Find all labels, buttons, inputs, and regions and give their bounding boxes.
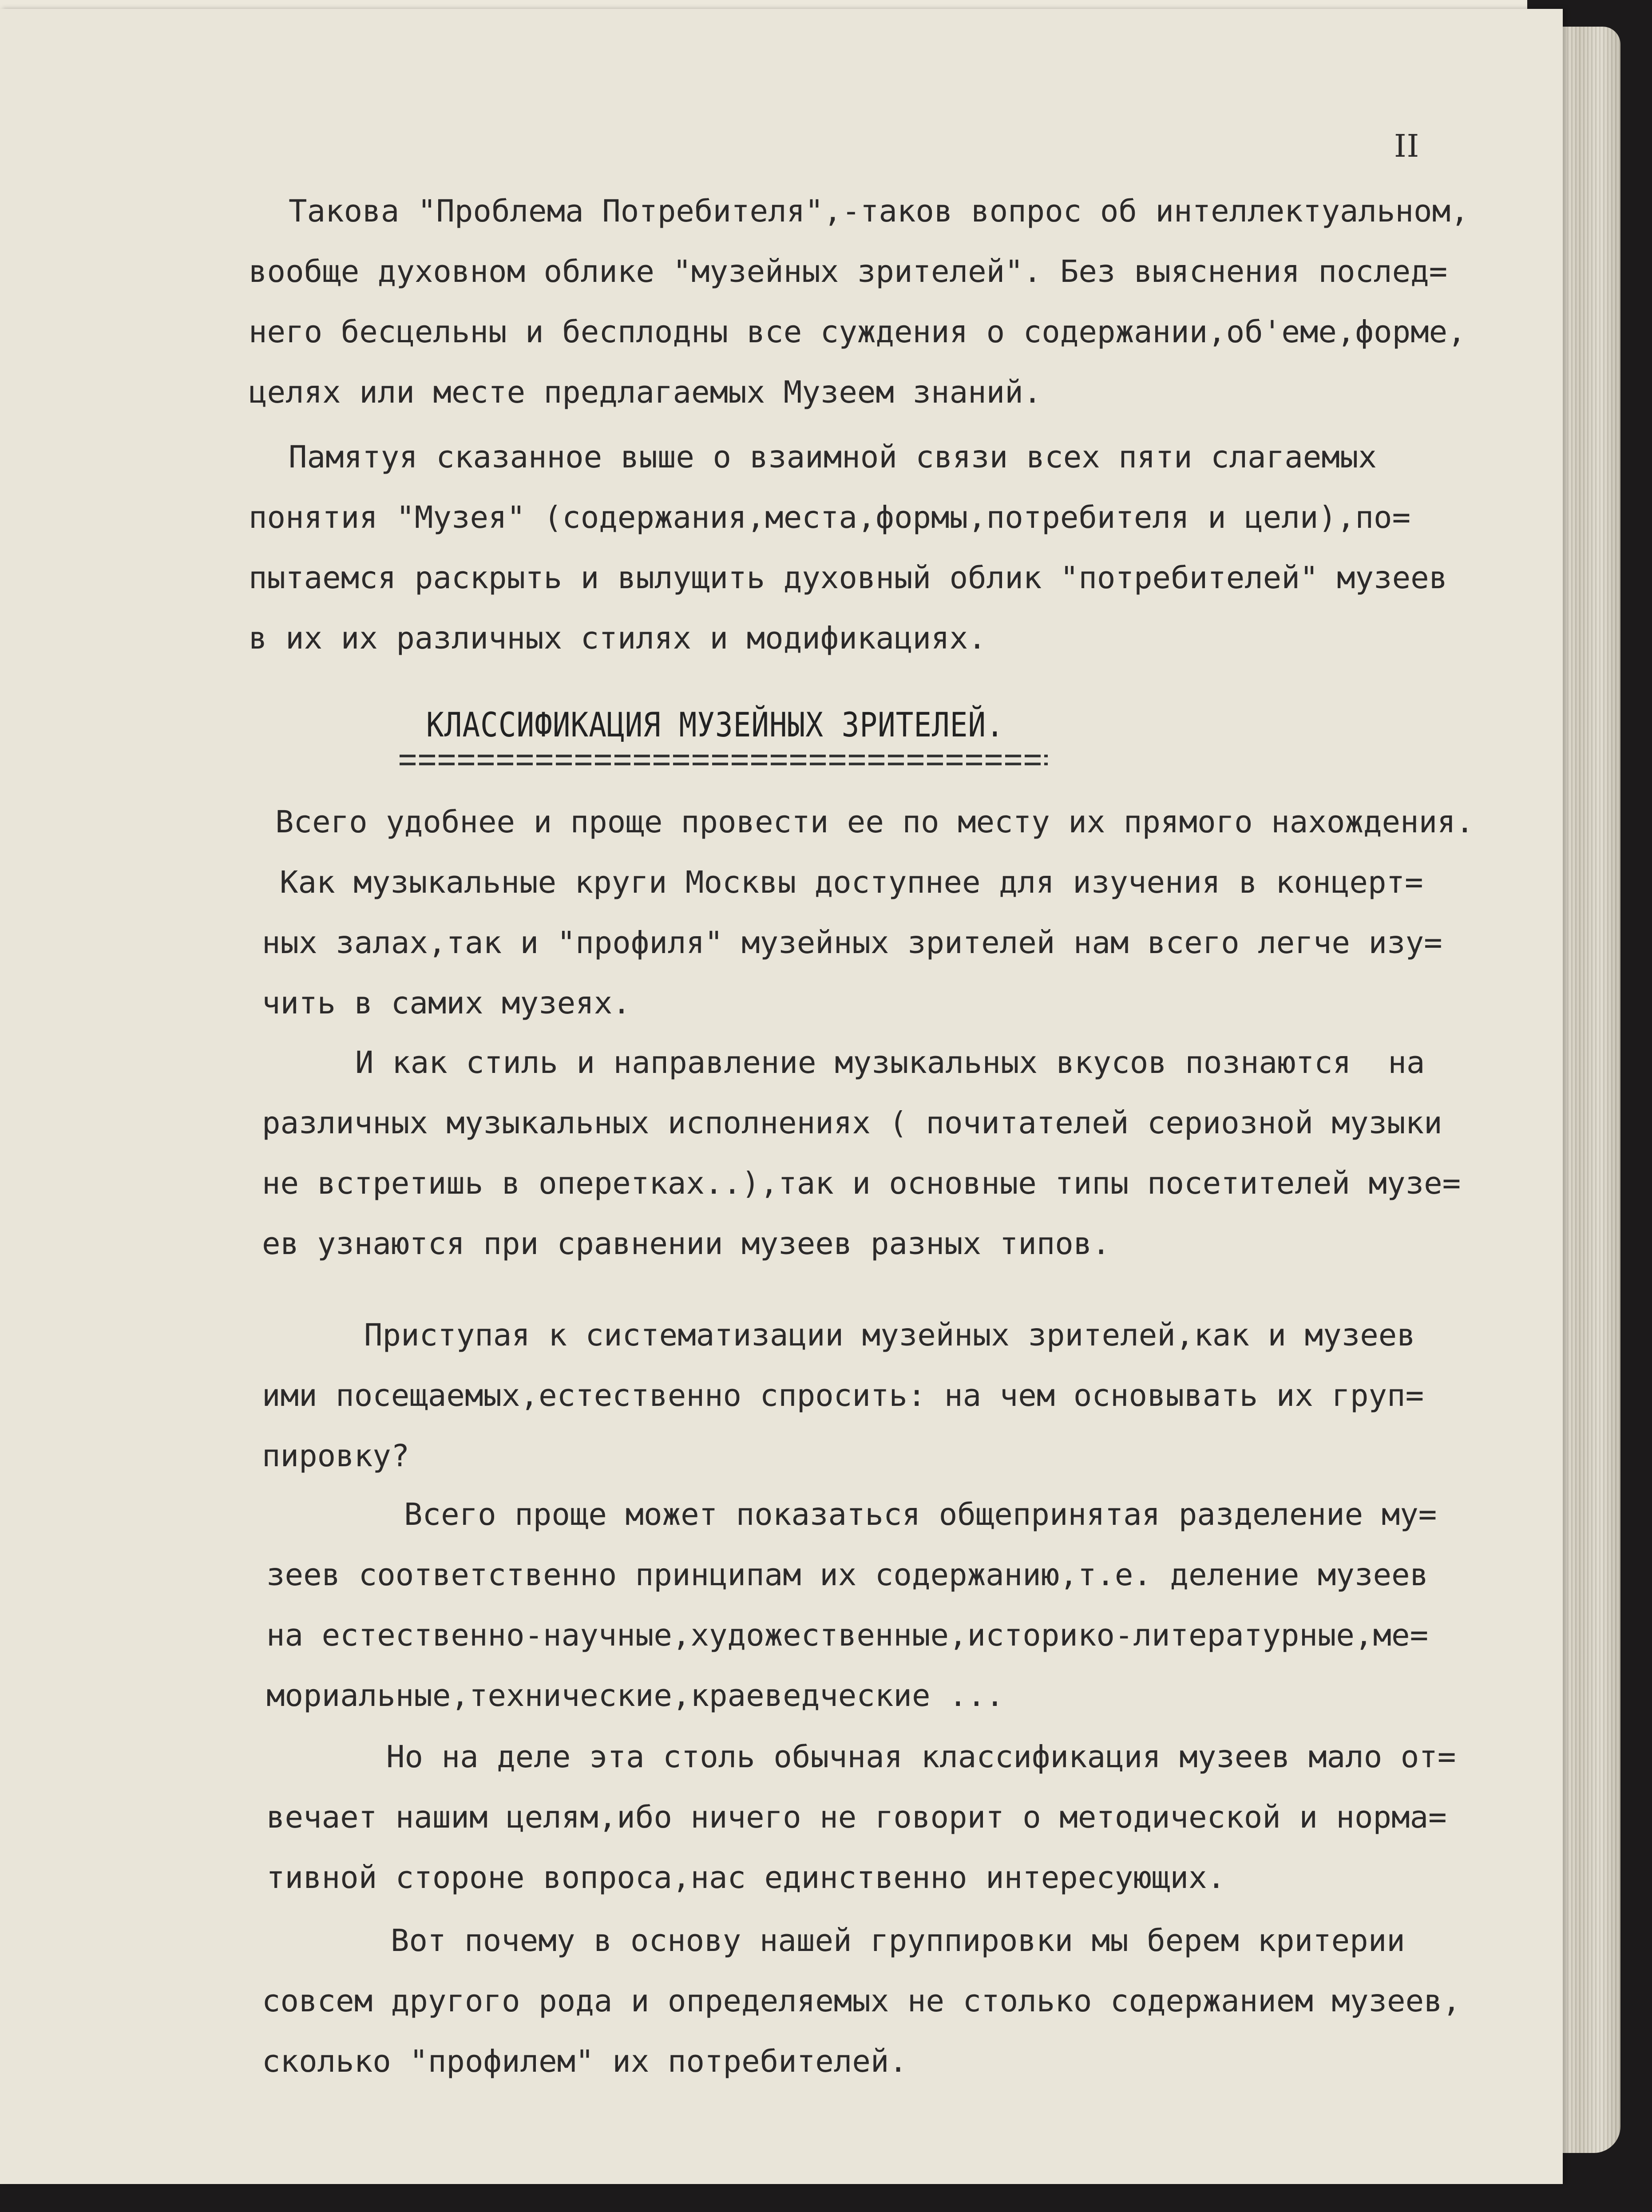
text-line: Всего проще может показаться общепринятая разделение му= (404, 1497, 1437, 1532)
text-line: него бесцельны и бесплодны все суждения о содержании,об'еме,форме, (249, 314, 1466, 350)
text-line: Вот почему в основу нашей группировки мы берем критерии (391, 1923, 1405, 1959)
text-line: тивной стороне вопроса,нас единственно интересующих. (266, 1860, 1226, 1895)
text-line: ев узнаются при сравнении музеев разных типов. (262, 1226, 1110, 1262)
heading-double-underline (400, 755, 1048, 767)
paragraph-5 (262, 1305, 1424, 1486)
text-line: Как музыкальные круги Москвы доступнее для изучения в концерт= (280, 865, 1423, 900)
paragraph-8 (262, 1911, 1461, 2092)
text-line: понятия "Музея" (содержания,места,формы,потребителя и цели),по= (249, 500, 1411, 535)
text-line: И как стиль и направление музыкальных вкусов познаются на (355, 1045, 1425, 1080)
text-line: Такова "Проблема Потребителя",-таков вопрос об интеллектуальном, (289, 194, 1469, 229)
document-page (0, 9, 1563, 2184)
text-line: пытаемся раскрыть и вылущить духовный облик "потребителей" музеев (249, 560, 1448, 596)
text-line: целях или месте предлагаемых Музеем знаний. (249, 375, 1042, 410)
paragraph-4 (262, 1033, 1461, 1274)
text-line: чить в самих музеях. (262, 985, 631, 1021)
paragraph-6 (266, 1484, 1437, 1726)
paragraph-3 (262, 792, 1474, 1033)
text-line: сколько "профилем" их потребителей. (262, 2044, 907, 2079)
paragraph-7 (266, 1727, 1456, 1908)
text-line: пировку? (262, 1438, 410, 1474)
text-line: ими посещаемых,естественно спросить: на чем основывать их груп= (262, 1378, 1424, 1413)
text-line: различных музыкальных исполнениях ( почитателей сериозной музыки (262, 1105, 1442, 1141)
text-line: совсем другого рода и определяемых не столько содержанием музеев, (262, 1983, 1461, 2019)
text-line: Памятуя сказанное выше о взаимной связи всех пяти слагаемых (289, 439, 1377, 475)
text-line: вечает нашим целям,ибо ничего не говорит о методической и норма= (266, 1800, 1447, 1835)
text-line: Но на деле эта столь обычная классификация музеев мало от= (386, 1739, 1456, 1775)
text-line: мориальные,технические,краеведческие ... (266, 1678, 1004, 1713)
text-line: Всего удобнее и проще провести ее по месту их прямого нахождения. (275, 804, 1474, 840)
text-line: в их их различных стилях и модификациях. (249, 621, 986, 656)
page-number: II (1394, 128, 1420, 164)
text-line: зеев соответственно принципам их содержанию,т.е. деление музеев (266, 1557, 1429, 1593)
paragraph-1 (249, 181, 1469, 423)
text-line: Приступая к систематизации музейных зрителей,как и музеев (364, 1318, 1415, 1353)
text-line: не встретишь в оперетках..),так и основные типы посетителей музе= (262, 1166, 1461, 1201)
text-line: вообще духовном облике "музейных зрителей". Без выяснения послед= (249, 254, 1448, 289)
text-line: на естественно-научные,художественные,историко-литературные,ме= (266, 1618, 1429, 1653)
text-line: ных залах,так и "профиля" музейных зрителей нам всего легче изу= (262, 925, 1442, 961)
section-heading: КЛАССИФИКАЦИЯ МУЗЕЙНЫХ ЗРИТЕЛЕЙ. (426, 705, 1004, 744)
paragraph-2 (249, 427, 1447, 669)
